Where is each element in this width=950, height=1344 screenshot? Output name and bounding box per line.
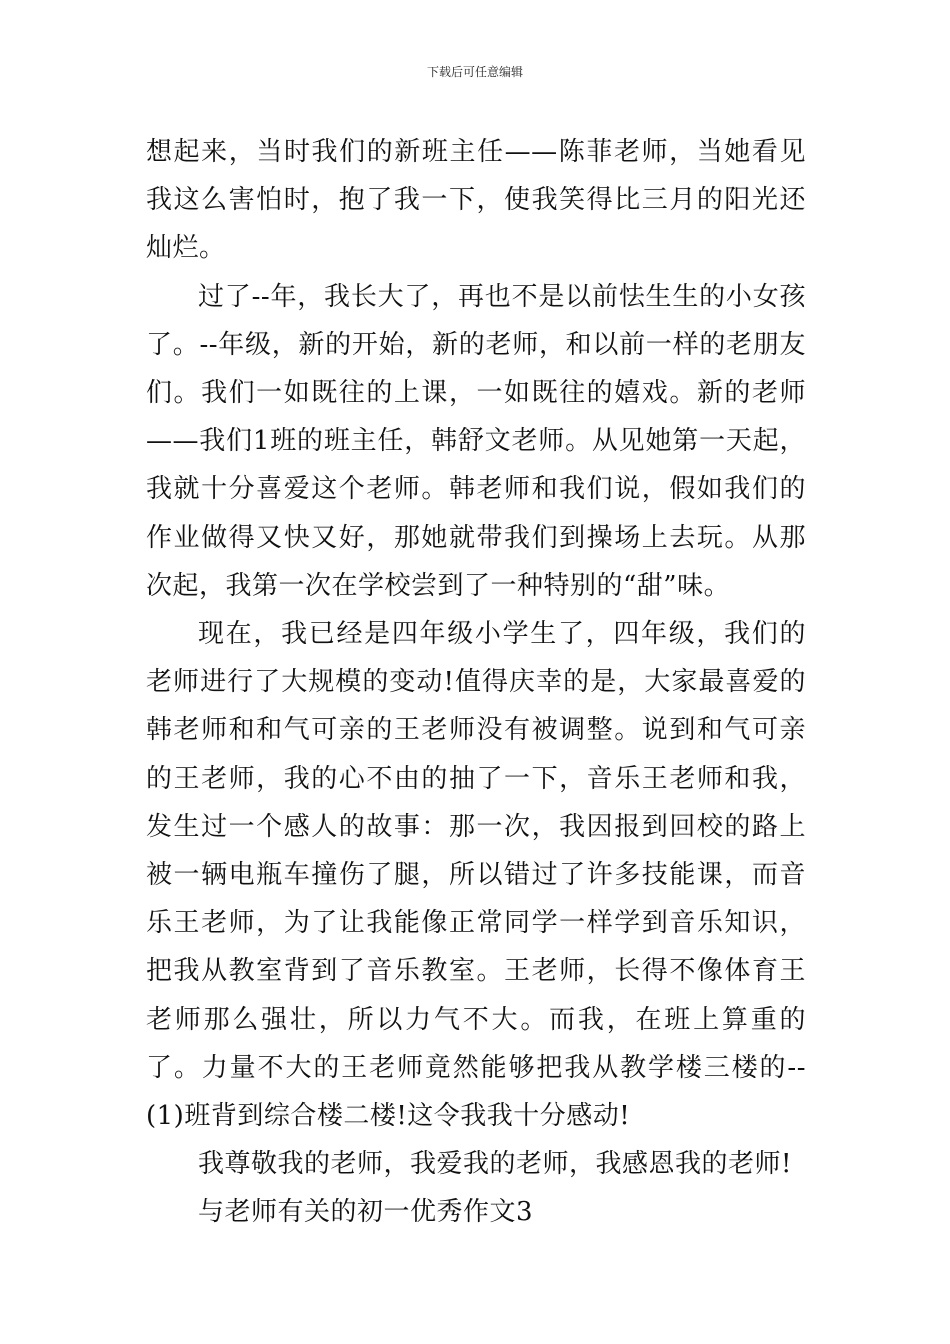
document-body — [146, 128, 806, 1237]
paragraph-2: 过了--年，我长大了，再也不是以前怯生生的小女孩了。--年级，新的开始，新的老师，和以前一样的老朋友们。我们一如既往的上课，一如既往的嬉戏。新的老师——我们1班的班主任，韩舒文老师。从见她第一天起，我就十分喜爱这个老师。韩老师和我们说，假如我们的作业做得又快又好，那她就带我们到操场上去玩。从那次起，我第一次在学校尝到了一种特别的“甜”味。 — [146, 281, 806, 601]
paragraph-3: 现在，我已经是四年级小学生了，四年级，我们的老师进行了大规模的变动!值得庆幸的是，大家最喜爱的韩老师和和气可亲的王老师没有被调整。说到和气可亲的王老师，我的心不由的抽了一下，音乐王老师和我，发生过一个感人的故事：那一次，我因报到回校的路上被一辆电瓶车撞伤了腿，所以错过了许多技能课，而音乐王老师，为了让我能像正常同学一样学到音乐知识，把我从教室背到了音乐教室。王老师，长得不像体育王老师那么强壮，所以力气不大。而我，在班上算重的了。力量不大的王老师竟然能够把我从教学楼三楼的--(1)班背到综合楼二楼!这令我我十分感动! — [146, 619, 806, 1132]
page-header: 下载后可任意编辑 — [426, 65, 523, 79]
section-heading: 与老师有关的初一优秀作文3 — [198, 1197, 534, 1228]
paragraph-1: 想起来，当时我们的新班主任——陈菲老师，当她看见我这么害怕时，抱了我一下，使我笑得比三月的阳光还灿烂。 — [146, 137, 806, 264]
paragraph-4: 我尊敬我的老师，我爱我的老师，我感恩我的老师! — [198, 1149, 792, 1180]
